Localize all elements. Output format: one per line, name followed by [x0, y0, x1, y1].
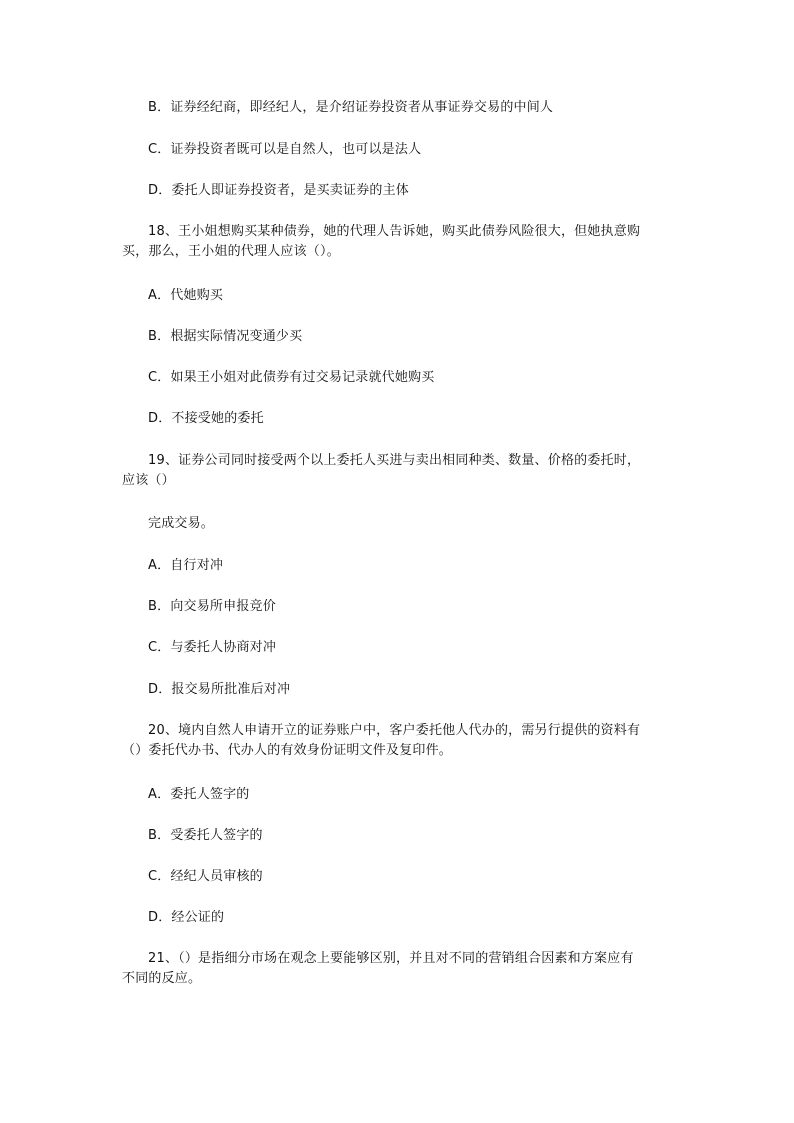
q20-option-b: B．受委托人签字的 — [148, 828, 263, 843]
q20-option-a: A．委托人签字的 — [148, 787, 250, 802]
question-18-line-2: 买，那么，王小姐的代理人应该（）。 — [122, 244, 340, 259]
question-18-line-1: 18、王小姐想购买某种债券，她的代理人告诉她，购买此债券风险很大，但她执意购 — [148, 224, 641, 239]
question-19-continuation: 完成交易。 — [148, 516, 215, 531]
q19-option-c: C．与委托人协商对冲 — [148, 640, 277, 655]
q18-option-c: C．如果王小姐对此债券有过交易记录就代她购买 — [148, 370, 435, 385]
question-19-line-1: 19、证券公司同时接受两个以上委托人买进与卖出相同种类、数量、价格的委托时， — [148, 453, 641, 468]
q18-option-d: D．不接受她的委托 — [148, 411, 264, 426]
question-21 — [122, 949, 673, 989]
q18-option-b: B．根据实际情况变通少买 — [148, 329, 303, 344]
question-21-line-2: 不同的反应。 — [122, 971, 202, 986]
question-20 — [122, 721, 673, 761]
q17-option-b: B．证券经纪商，即经纪人，是介绍证券投资者从事证券交易的中间人 — [148, 100, 554, 115]
q17-option-c: C．证券投资者既可以是自然人，也可以是法人 — [148, 142, 422, 157]
question-20-line-2: （）委托代办书、代办人的有效身份证明文件及复印件。 — [122, 743, 453, 758]
question-19 — [122, 451, 673, 491]
question-21-line-1: 21、（）是指细分市场在观念上要能够区别，并且对不同的营销组合因素和方案应有 — [148, 951, 634, 966]
q18-option-a: A．代她购买 — [148, 288, 224, 303]
question-20-line-1: 20、境内自然人申请开立的证券账户中，客户委托他人代办的，需另行提供的资料有 — [148, 723, 641, 738]
q19-option-d: D．报交易所批准后对冲 — [148, 682, 291, 697]
question-19-line-2: 应该（） — [122, 473, 175, 488]
q20-option-d: D．经公证的 — [148, 910, 225, 925]
q19-option-a: A．自行对冲 — [148, 558, 224, 573]
question-18 — [122, 222, 673, 262]
q17-option-d: D．委托人即证券投资者，是买卖证券的主体 — [148, 183, 410, 198]
q19-option-b: B．向交易所申报竞价 — [148, 599, 276, 614]
q20-option-c: C．经纪人员审核的 — [148, 869, 263, 884]
